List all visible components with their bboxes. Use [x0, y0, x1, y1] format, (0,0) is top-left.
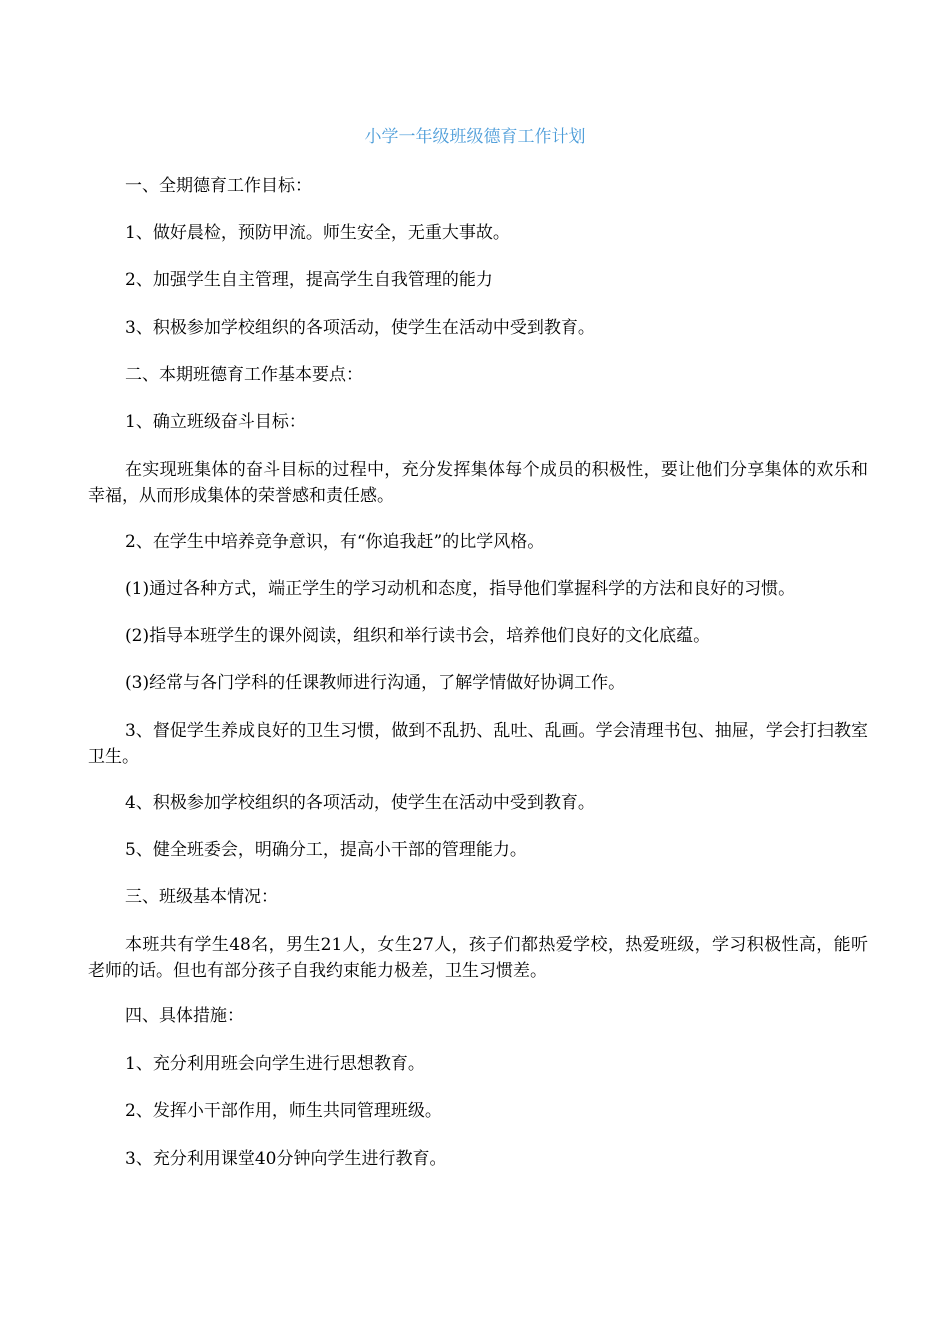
paragraph: 在实现班集体的奋斗目标的过程中，充分发挥集体每个成员的积极性，要让他们分享集体的欢乐和幸福，从而形成集体的荣誉感和责任感。 [88, 460, 868, 506]
paragraph: 2、发挥小干部作用，师生共同管理班级。 [125, 1101, 442, 1121]
paragraph: 3、积极参加学校组织的各项活动，使学生在活动中受到教育。 [125, 318, 595, 338]
section-heading-4: 四、具体措施： [125, 1006, 244, 1026]
paragraph: 3、督促学生养成良好的卫生习惯，做到不乱扔、乱吐、乱画。学会清理书包、抽屉，学会打扫教室卫生。 [88, 721, 868, 767]
paragraph: 3、充分利用课堂40分钟向学生进行教育。 [125, 1149, 447, 1169]
section-heading-3: 三、班级基本情况： [125, 887, 278, 907]
paragraph: 1、充分利用班会向学生进行思想教育。 [125, 1054, 425, 1074]
section-heading-1: 一、全期德育工作目标： [125, 176, 312, 196]
paragraph: (2)指导本班学生的课外阅读，组织和举行读书会，培养他们良好的文化底蕴。 [125, 626, 711, 646]
paragraph: 4、积极参加学校组织的各项活动，使学生在活动中受到教育。 [125, 793, 595, 813]
paragraph: 2、在学生中培养竞争意识，有“你追我赶”的比学风格。 [125, 532, 545, 552]
paragraph: (3)经常与各门学科的任课教师进行沟通，了解学情做好协调工作。 [125, 673, 626, 693]
section-heading-2: 二、本期班德育工作基本要点： [125, 365, 363, 385]
paragraph: 2、加强学生自主管理，提高学生自我管理的能力 [125, 270, 493, 290]
document-title: 小学一年级班级德育工作计划 [364, 127, 586, 147]
paragraph: 1、做好晨检，预防甲流。师生安全，无重大事故。 [125, 223, 510, 243]
paragraph: 1、确立班级奋斗目标： [125, 412, 306, 432]
paragraph: 5、健全班委会，明确分工，提高小干部的管理能力。 [125, 840, 527, 860]
paragraph: (1)通过各种方式，端正学生的学习动机和态度，指导他们掌握科学的方法和良好的习惯。 [125, 579, 796, 599]
paragraph: 本班共有学生48名，男生21人，女生27人，孩子们都热爱学校，热爱班级，学习积极性高，能听老师的话。但也有部分孩子自我约束能力极差，卫生习惯差。 [88, 935, 868, 981]
